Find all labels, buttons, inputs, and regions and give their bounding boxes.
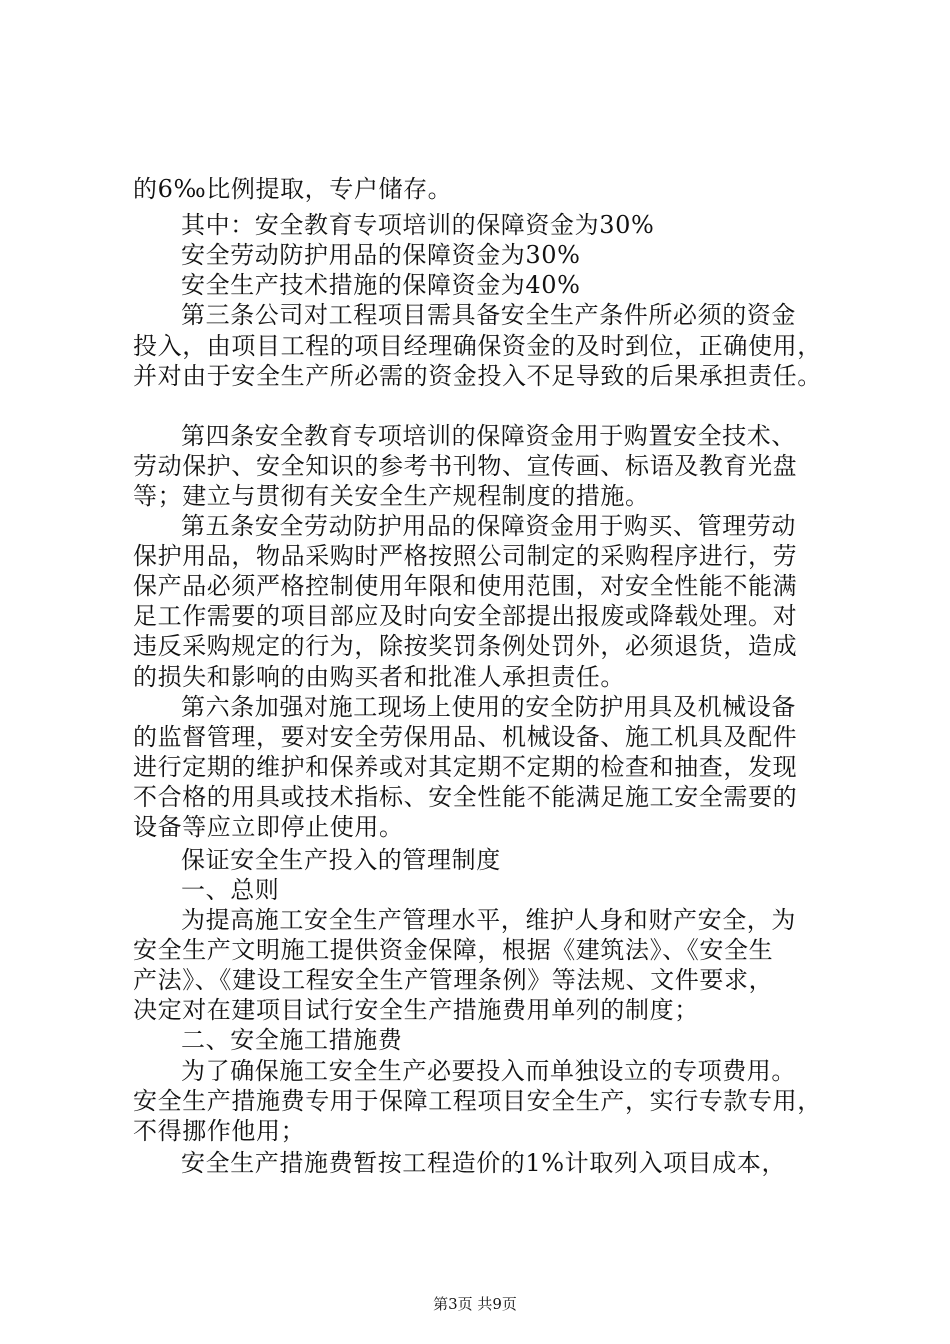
text-line: 第三条公司对工程项目需具备安全生产条件所必须的资金 xyxy=(181,301,796,329)
text-line: 决定对在建项目试行安全生产措施费用单列的制度； xyxy=(133,996,699,1024)
text-line: 的6‰比例提取，专户储存。 xyxy=(133,175,453,203)
page-number: 第3页 共9页 xyxy=(433,1295,517,1313)
text-line: 违反采购规定的行为，除按奖罚条例处罚外，必须退货，造成 xyxy=(133,632,798,660)
section-heading: 一、总则 xyxy=(181,876,280,904)
text-line: 安全生产技术措施的保障资金为40% xyxy=(181,271,581,299)
text-line: 第四条安全教育专项培训的保障资金用于购置安全技术、 xyxy=(181,422,796,450)
text-line: 第五条安全劳动防护用品的保障资金用于购买、管理劳动 xyxy=(181,512,796,540)
text-line: 安全生产文明施工提供资金保障，根据《建筑法》、《安全生 xyxy=(133,936,774,964)
text-line: 的监督管理，要对安全劳保用品、机械设备、施工机具及配件 xyxy=(133,723,798,751)
text-line: 进行定期的维护和保养或对其定期不定期的检查和抽查，发现 xyxy=(133,753,798,781)
text-line: 等；建立与贯彻有关安全生产规程制度的措施。 xyxy=(133,482,650,510)
text-line: 投入，由项目工程的项目经理确保资金的及时到位，正确使用， xyxy=(133,332,822,360)
text-line: 不合格的用具或技术指标、安全性能不能满足施工安全需要的 xyxy=(133,783,798,811)
text-line: 其中：安全教育专项培训的保障资金为30% xyxy=(181,211,655,239)
text-line: 的损失和影响的由购买者和批准人承担责任。 xyxy=(133,663,625,691)
text-line: 为提高施工安全生产管理水平，维护人身和财产安全，为 xyxy=(181,906,796,934)
section-heading: 二、安全施工措施费 xyxy=(181,1026,403,1054)
text-line: 安全生产措施费专用于保障工程项目安全生产，实行专款专用， xyxy=(133,1087,822,1115)
text-line: 保产品必须严格控制使用年限和使用范围，对安全性能不能满 xyxy=(133,572,798,600)
text-line: 保护用品，物品采购时严格按照公司制定的采购程序进行，劳 xyxy=(133,542,798,570)
text-line: 劳动保护、安全知识的参考书刊物、宣传画、标语及教育光盘 xyxy=(133,452,798,480)
text-line: 设备等应立即停止使用。 xyxy=(133,813,404,841)
text-line: 产法》、《建设工程安全生产管理条例》等法规、文件要求， xyxy=(133,966,774,994)
text-line: 安全劳动防护用品的保障资金为30% xyxy=(181,241,581,269)
section-title: 保证安全生产投入的管理制度 xyxy=(181,846,501,874)
text-line: 不得挪作他用； xyxy=(133,1117,306,1145)
text-line: 足工作需要的项目部应及时向安全部提出报废或降载处理。对 xyxy=(133,602,798,630)
text-line: 安全生产措施费暂按工程造价的1%计取列入项目成本， xyxy=(181,1149,787,1177)
text-line: 并对由于安全生产所必需的资金投入不足导致的后果承担责任。 xyxy=(133,362,822,390)
text-line: 为了确保施工安全生产必要投入而单独设立的专项费用。 xyxy=(181,1057,796,1085)
text-line: 第六条加强对施工现场上使用的安全防护用具及机械设备 xyxy=(181,693,796,721)
